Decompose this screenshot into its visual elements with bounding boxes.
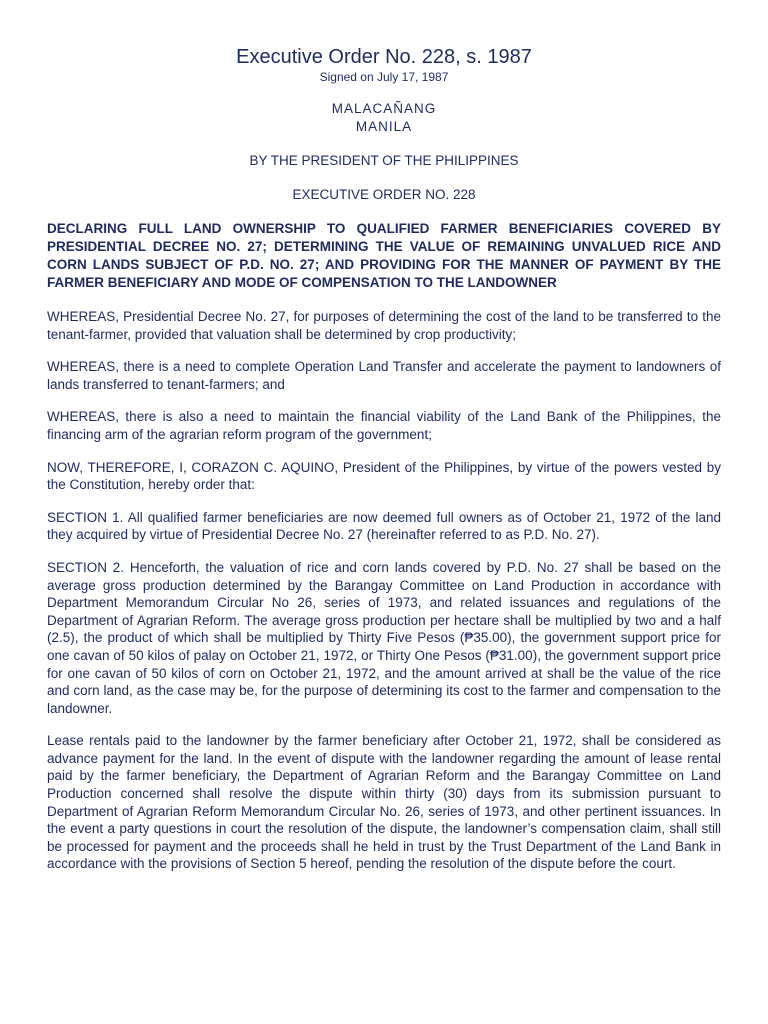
section-2-paragraph: SECTION 2. Henceforth, the valuation of rice and corn lands covered by P.D. No. 27 shall be based on the average gross production determined by the Barangay Committee on Land Production in accordance with Department Memorandum Circular No 26, series of 1973, and related issuances and regulations of the Department of Agrarian Reform. The average gross production per hectare shall be multiplied by two and a half (2.5), the product of which shall be multiplied by Thirty Five Pesos (₱35.00), the government support price for one cavan of 50 kilos of palay on October 21, 1972, or Thirty One Pesos (₱31.00), the government support price for one cavan of 50 kilos of corn on October 21, 1972, and the amount arrived at shall be the value of the rice and corn land, as the case may be, for the purpose of determining its cost to the farmer and compensation to the landowner. — [47, 559, 721, 716]
order-number: EXECUTIVE ORDER NO. 228 — [292, 187, 476, 202]
byline: BY THE PRESIDENT OF THE PHILIPPINES — [249, 153, 519, 168]
whereas-paragraph-1: WHEREAS, Presidential Decree No. 27, for purposes of determining the cost of the land to be transferred to the tenant-farmer, provided that valuation shall be determined by crop productivity; — [47, 309, 721, 342]
issuing-office: MALACAÑANG — [331, 101, 437, 116]
whereas-paragraph-3: WHEREAS, there is also a need to maintain the financial viability of the Land Bank of the Philippines, the financing arm of the agrarian reform program of the government; — [47, 409, 721, 442]
lease-rentals-paragraph: Lease rentals paid to the landowner by the farmer beneficiary after October 21, 1972, shall be considered as advance payment for the land. In the event of dispute with the landowner regarding the amount of lease rental paid by the farmer beneficiary, the Department of Agrarian Reform and the Barangay Committee on Land Production concerned shall resolve the dispute within thirty (30) days from its submission pursuant to Department of Agrarian Reform Memorandum Circular No. 26, series of 1973, and other pertinent issuances. In the event a party questions in court the resolution of the dispute, the landowner’s compensation claim, shall still be processed for payment and the proceeds shall he held in trust by the Trust Department of the Land Bank in accordance with the provisions of Section 5 hereof, pending the resolution of the dispute before the court. — [47, 733, 721, 872]
whereas-paragraph-2: WHEREAS, there is a need to complete Operation Land Transfer and accelerate the payment to landowners of lands transferred to tenant-farmers; and — [47, 359, 721, 392]
now-therefore-paragraph: NOW, THEREFORE, I, CORAZON C. AQUINO, President of the Philippines, by virtue of the powers vested by the Constitution, hereby order that: — [47, 459, 721, 493]
order-heading: DECLARING FULL LAND OWNERSHIP TO QUALIFIED FARMER BENEFICIARIES COVERED BY PRESIDENTIAL DECREE NO. 27; DETERMINING THE VALUE OF REMAINING UNVALUED RICE AND CORN LANDS SUBJECT OF P.D. NO. 27; AND PROVIDING FOR THE MANNER OF PAYMENT BY THE FARMER BENEFICIARY AND MODE OF COMPENSATION TO THE LANDOWNER — [47, 221, 721, 290]
section-1-paragraph: SECTION 1. All qualified farmer beneficiaries are now deemed full owners as of October 21, 1972 of the land they acquired by virtue of Presidential Decree No. 27 (hereinafter referred to as P.D. No. 27). — [47, 509, 721, 543]
document-page — [47, 44, 721, 888]
document-title: Executive Order No. 228, s. 1987 — [236, 46, 532, 68]
issuing-city: MANILA — [355, 119, 413, 134]
signed-date: Signed on July 17, 1987 — [319, 70, 449, 84]
